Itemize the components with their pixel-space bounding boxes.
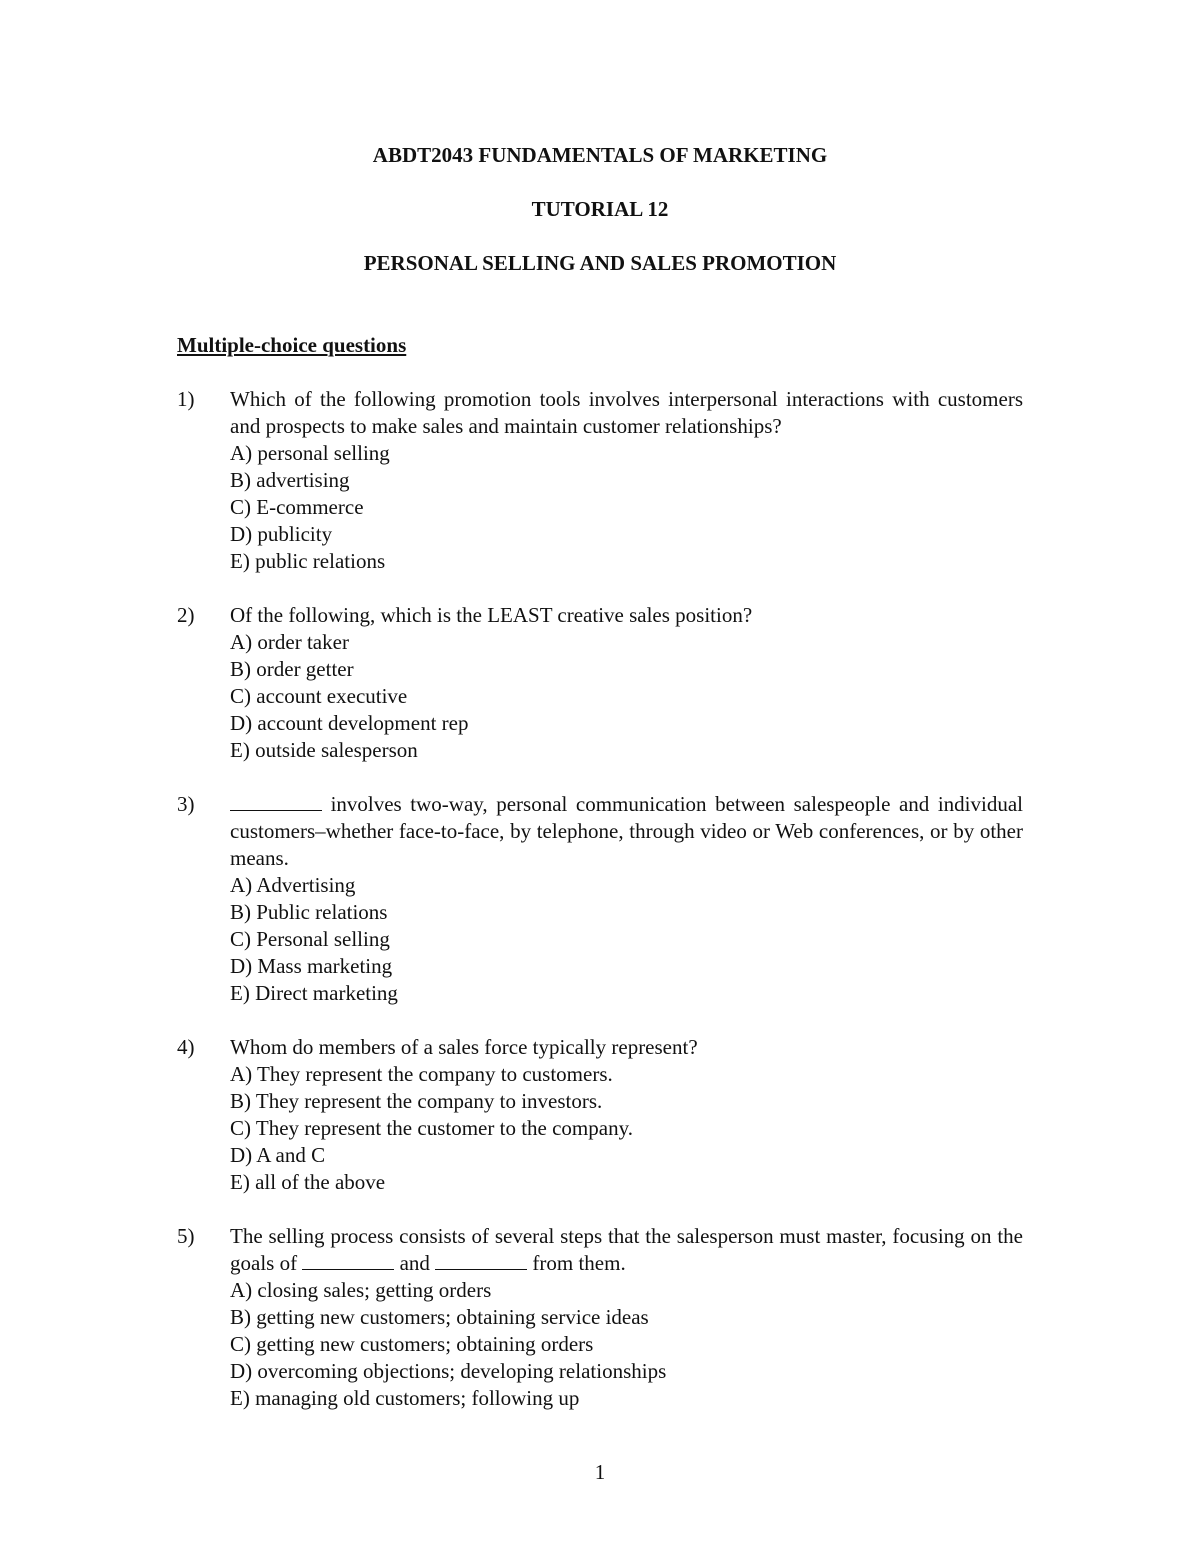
option-e: E) Direct marketing [230, 981, 398, 1005]
option-d: D) account development rep [230, 711, 469, 735]
question-number: 3) [177, 792, 195, 816]
answer-blank [435, 1251, 527, 1270]
option-b: B) They represent the company to investors. [230, 1089, 603, 1113]
option-c: C) E-commerce [230, 495, 364, 519]
tutorial-number: TUTORIAL 12 [531, 197, 669, 221]
question-list [177, 386, 1023, 1439]
question-text-part3: from them. [532, 1251, 626, 1275]
question-text-part1: The selling process consists of several steps that the salesperson must master, focusing on the goals of [230, 1224, 1023, 1275]
answer-blank [302, 1251, 394, 1270]
answer-blank [230, 792, 322, 811]
question-5 [177, 1223, 1023, 1412]
question-text: involves two-way, personal communication between salespeople and individual customers–whether face-to-face, by telephone, through video or Web conferences, or by other means. [230, 792, 1024, 870]
page-number: 1 [594, 1460, 606, 1484]
option-a: A) They represent the company to customers. [230, 1062, 613, 1086]
question-1 [177, 386, 1023, 575]
question-4 [177, 1034, 1023, 1196]
question-text-wrapper [230, 791, 1023, 872]
option-d: D) A and C [230, 1143, 326, 1167]
question-text: Whom do members of a sales force typically represent? [230, 1035, 698, 1059]
option-b: B) getting new customers; obtaining service ideas [230, 1305, 649, 1329]
section-title: Multiple-choice questions [177, 333, 407, 357]
option-d: D) overcoming objections; developing relationships [230, 1359, 667, 1383]
option-b: B) order getter [230, 657, 354, 681]
question-number: 5) [177, 1224, 195, 1248]
option-c: C) account executive [230, 684, 408, 708]
option-c: C) Personal selling [230, 927, 390, 951]
option-d: D) publicity [230, 522, 333, 546]
question-text-part2: and [399, 1251, 430, 1275]
option-b: B) Public relations [230, 900, 388, 924]
option-a: A) order taker [230, 630, 349, 654]
option-e: E) outside salesperson [230, 738, 418, 762]
option-c: C) They represent the customer to the company. [230, 1116, 633, 1140]
option-e: E) all of the above [230, 1170, 386, 1194]
course-title: ABDT2043 FUNDAMENTALS OF MARKETING [372, 143, 828, 167]
option-c: C) getting new customers; obtaining orders [230, 1332, 594, 1356]
question-text: Of the following, which is the LEAST creative sales position? [230, 603, 753, 627]
option-e: E) managing old customers; following up [230, 1386, 580, 1410]
question-number: 2) [177, 603, 195, 627]
topic-title: PERSONAL SELLING AND SALES PROMOTION [363, 251, 837, 275]
option-a: A) closing sales; getting orders [230, 1278, 492, 1302]
question-number: 1) [177, 387, 195, 411]
option-a: A) Advertising [230, 873, 356, 897]
question-text-wrapper [230, 1223, 1023, 1277]
option-b: B) advertising [230, 468, 350, 492]
option-e: E) public relations [230, 549, 386, 573]
option-d: D) Mass marketing [230, 954, 393, 978]
question-text: Which of the following promotion tools involves interpersonal interactions with customers and prospects to make sales and maintain customer relationships? [230, 387, 1023, 438]
question-2 [177, 602, 1023, 764]
question-3 [177, 791, 1023, 1007]
option-a: A) personal selling [230, 441, 390, 465]
question-number: 4) [177, 1035, 195, 1059]
